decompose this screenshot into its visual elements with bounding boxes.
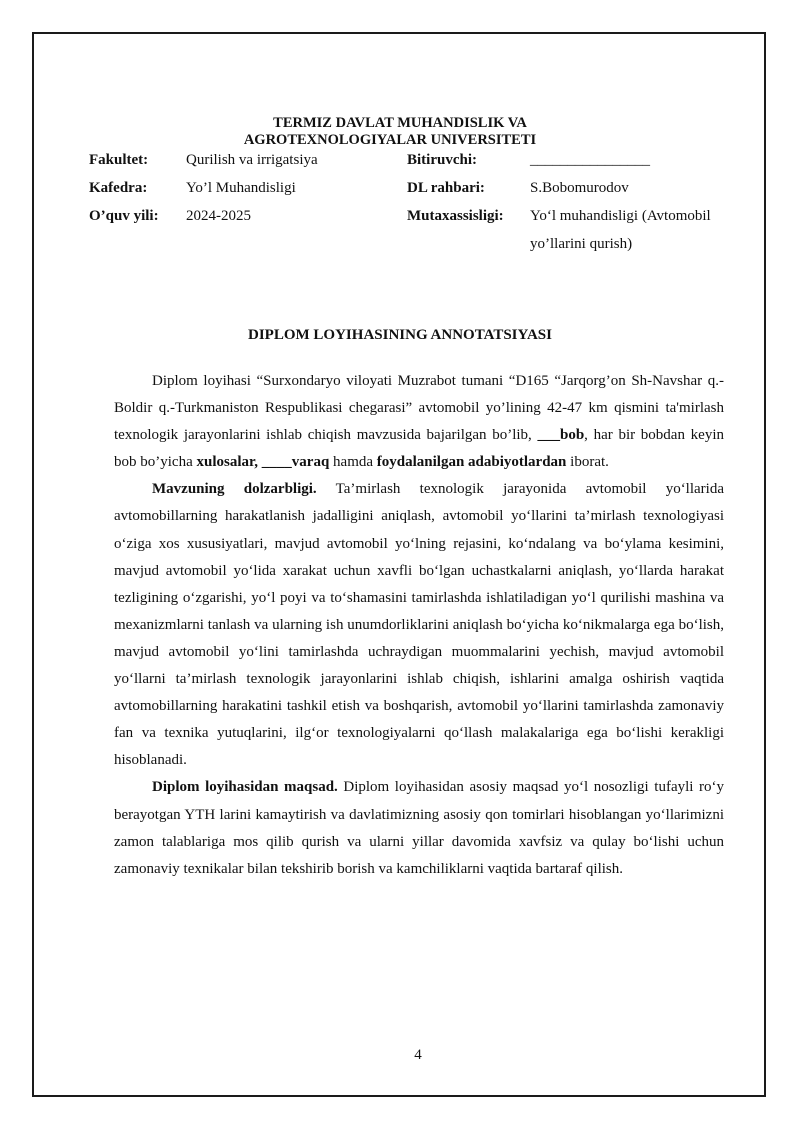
fakultet-value: Qurilish va irrigatsiya	[186, 152, 318, 168]
page-number: 4	[414, 1047, 422, 1063]
document-body	[114, 368, 724, 883]
goal-heading: Diplom loyihasidan maqsad.	[152, 779, 338, 796]
year-value: 2024-2025	[186, 208, 251, 224]
intro-text-a: Diplom loyihasi “Surxondaryo viloyati Muzrabot tumani “D165 “Jarqorg’on Sh-Navshar q.-Boldir q.-Turkmaniston Respublikasi chegarasi” avtomobil yo’lining 42-47 km qismini ta'mirlash texnologik jarayonlarini ishlab chiqish mavzusida bajarilgan bo’lib,	[114, 373, 724, 444]
kafedra-value: Yo’l Muhandisligi	[186, 180, 296, 196]
intro-text-d: iborat.	[566, 454, 609, 471]
mutaxassislik-value-line-1: Yo‘l muhandisligi (Avtomobil	[530, 208, 711, 224]
intro-bold-c: foydalanilgan adabiyotlardan	[376, 454, 567, 471]
paragraph-goal	[114, 774, 724, 882]
document-title: DIPLOM LOYIHASINING ANNOTATSIYASI	[248, 327, 552, 343]
intro-bold-a: ___bob	[537, 427, 585, 444]
rahbar-label: DL rahbari:	[407, 180, 485, 196]
mutaxassislik-label: Mutaxassisligi:	[407, 208, 504, 224]
university-line-1: TERMIZ DAVLAT MUHANDISLIK VA	[273, 115, 527, 131]
goal-text: Diplom loyihasidan asosiy maqsad yo‘l nosozligi tufayli ro‘y berayotgan YTH larini kamaytirish va davlatimizning asosiy qon tomirlari hisoblangan yo‘llarimizni zamon talablariga mos qilib qurish va ularni yillar davomida xavfsiz va qulay bo‘lishi uchun zamonaviy texnikalar bilan tekshirib borish va kamchiliklarni vaqtida bartaraf qilish.	[114, 779, 725, 877]
paragraph-intro	[114, 368, 724, 476]
mutaxassislik-value-line-2: yo’llarini qurish)	[530, 236, 633, 252]
paragraph-relevance	[114, 476, 724, 774]
intro-text-b: , har bir bobdan keyin bob bo’yicha	[114, 427, 724, 471]
rahbar-value: S.Bobomurodov	[530, 180, 629, 196]
university-line-2: AGROTEXNOLOGIYALAR UNIVERSITETI	[243, 132, 537, 148]
year-label: O’quv yili:	[89, 208, 159, 224]
intro-bold-b: xulosalar, ____varaq	[196, 454, 330, 471]
bitiruvchi-label: Bitiruvchi:	[407, 152, 477, 168]
fakultet-label: Fakultet:	[89, 152, 149, 168]
kafedra-label: Kafedra:	[89, 180, 148, 196]
relevance-text: Ta’mirlash texnologik jarayonida avtomobil yo‘llarida avtomobillarning harakatlanish jadalligini aniqlash, avtomobil yo‘llarini ta’mirlash texnologiyasi o‘ziga xos xususiyatlari, mavjud avtomobil yo‘lning rejasini, ko‘ndalang va bo‘ylama kesimini, mavjud avtomobil yo‘lida xarakat uchun xavfli bo‘lgan uchastkalarni aniqlash, yo‘llarda harakat tezligining o‘zgarishi, yo‘l poyi va to‘shamasini tamirlashda ishlatiladigan yo‘l qurilishi mashina va mexanizmlarni tanlash va ularning ish unumdorliklarini aniqlash bo‘yicha ko‘nikmalarga ega bo‘lish, mavjud avtomobil yo‘lini tamirlashda uchraydigan muommalarini yechish, mavjud avtomobil yo‘llarni ta’mirlash texnologik jarayonlarini ishlab chiqish, ishlarini amalga oshirish vaqtida avtomobillarning harakatini tashkil etish va boshqarish, avtomobil yo‘llarini tamirlashda zamonaviy fan va texnika yutuqlarini, ilg‘or texnologiyalarni qo‘llash malakalariga ega bo‘lishi kerakligi hisoblanadi.	[114, 481, 725, 769]
bitiruvchi-value: ________________	[530, 152, 650, 168]
intro-text-c: hamda	[329, 454, 377, 471]
relevance-heading: Mavzuning dolzarbligi.	[152, 481, 317, 498]
